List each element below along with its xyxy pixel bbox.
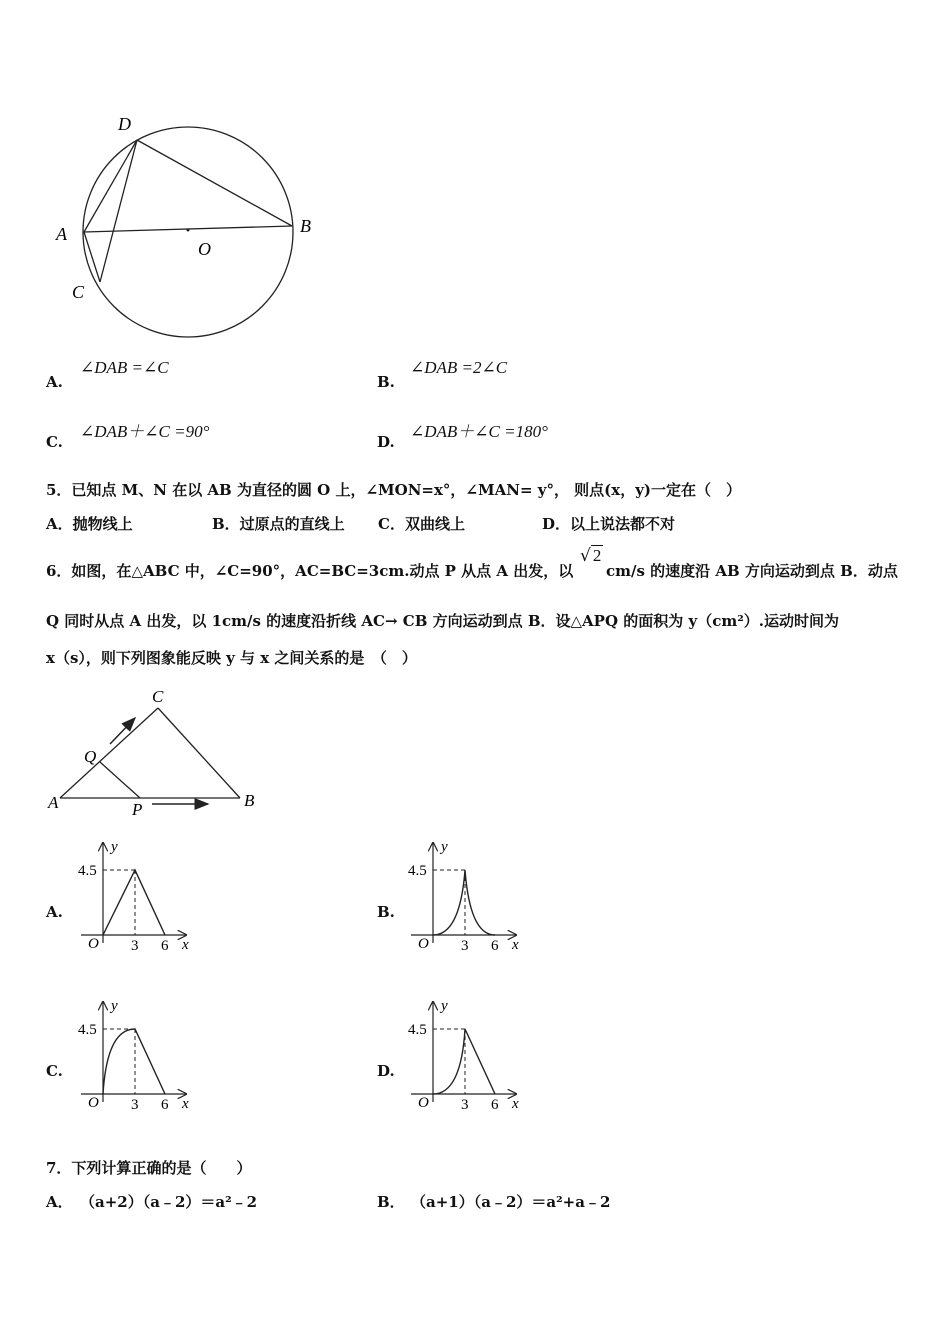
q5-stem: 5．已知点 M、N 在以 AB 为直径的圆 O 上，∠MON=x°，∠MAN= y°， 则点(x，y)一定在（ ） <box>46 481 742 499</box>
option-label: C. <box>46 433 63 451</box>
option-formula: ∠DAB =2∠C <box>410 358 508 377</box>
x-axis-label: x <box>182 937 189 953</box>
label-c: C <box>72 282 85 302</box>
tick-label-6: 6 <box>491 938 499 954</box>
y-axis-label: y <box>441 998 448 1014</box>
label-a: A <box>56 224 67 244</box>
q5-option-d[interactable]: D．以上说法都不对 <box>542 515 676 533</box>
option-label: A． <box>46 1193 73 1211</box>
tick-label-3: 3 <box>131 1097 139 1113</box>
label-b: B <box>300 216 311 236</box>
label-d: D <box>118 114 131 134</box>
y-axis-label: y <box>111 998 118 1014</box>
option-label: A. <box>46 373 63 391</box>
side-cb <box>158 708 240 798</box>
graph-curve <box>103 870 165 935</box>
option-label: B. <box>377 373 395 391</box>
sqrt-radicand: 2 <box>592 546 602 565</box>
origin-label: O <box>88 936 99 952</box>
option-label: B． <box>377 1193 405 1211</box>
origin-label: O <box>418 936 429 952</box>
option-label: D. <box>377 433 395 451</box>
graph-curve <box>433 870 495 935</box>
y-axis-label: y <box>441 839 448 855</box>
origin-label: O <box>88 1095 99 1111</box>
center-dot <box>187 229 190 232</box>
ymax-label: 4.5 <box>408 1022 427 1038</box>
label-q: Q <box>84 747 97 766</box>
graph-b[interactable] <box>400 835 530 955</box>
option-text: （a+2）（a﹣2）＝a²﹣2 <box>80 1193 258 1211</box>
chord-dc <box>100 140 137 282</box>
q5-option-c[interactable]: C．双曲线上 <box>378 515 465 533</box>
y-axis-label: y <box>111 839 118 855</box>
graph-option-c-label[interactable]: C. <box>46 1062 63 1080</box>
graph-c[interactable] <box>70 994 200 1114</box>
q6-line1-a: 6．如图，在△ABC 中，∠C=90°，AC=BC=3cm.动点 P 从点 A 出发，以 <box>46 562 574 580</box>
origin-label: O <box>418 1095 429 1111</box>
label-a: A <box>48 793 59 812</box>
tick-label-3: 3 <box>461 1097 469 1113</box>
option-formula: ∠DAB＋∠C =90° <box>80 422 210 441</box>
graph-curve <box>103 1029 165 1094</box>
option-formula: ∠DAB＋∠C =180° <box>410 422 548 441</box>
side-ac <box>60 708 158 798</box>
q5-option-b[interactable]: B．过原点的直线上 <box>212 515 345 533</box>
graph-option-d-label[interactable]: D. <box>377 1062 395 1080</box>
tick-label-6: 6 <box>491 1097 499 1113</box>
chord-db <box>137 140 292 226</box>
q5-option-a[interactable]: A．抛物线上 <box>46 515 133 533</box>
q6-line1-b: cm/s 的速度沿 AB 方向运动到点 B．动点 <box>606 562 898 580</box>
q6-line3: x（s），则下列图象能反映 y 与 x 之间关系的是 （ ） <box>46 649 417 667</box>
q6-line2: Q 同时从点 A 出发，以 1cm/s 的速度沿折线 AC→ CB 方向运动到点 B．设△APQ 的面积为 y（cm²）.运动时间为 <box>46 612 839 630</box>
sqrt-sign: √ 2 <box>580 546 602 566</box>
triangle-figure <box>40 680 270 820</box>
tick-label-3: 3 <box>131 938 139 954</box>
option-text: （a+1）（a﹣2）＝a²+a﹣2 <box>411 1193 611 1211</box>
ymax-label: 4.5 <box>408 863 427 879</box>
x-axis-label: x <box>512 937 519 953</box>
ymax-label: 4.5 <box>78 863 97 879</box>
label-b: B <box>244 791 255 810</box>
graph-a[interactable] <box>70 835 200 955</box>
graph-option-b-label[interactable]: B. <box>377 903 395 921</box>
x-axis-label: x <box>512 1096 519 1112</box>
chord-da <box>84 140 137 232</box>
graph-option-a-label[interactable]: A. <box>46 903 63 921</box>
label-p: P <box>132 800 143 819</box>
tick-label-6: 6 <box>161 938 169 954</box>
option-formula: ∠DAB =∠C <box>80 358 169 377</box>
tick-label-3: 3 <box>461 938 469 954</box>
circle-o <box>83 127 293 337</box>
circle-figure <box>50 110 330 345</box>
label-o: O <box>198 239 211 259</box>
x-axis-label: x <box>182 1096 189 1112</box>
graph-curve <box>433 1029 495 1094</box>
tick-label-6: 6 <box>161 1097 169 1113</box>
ymax-label: 4.5 <box>78 1022 97 1038</box>
q7-stem: 7．下列计算正确的是（ ） <box>46 1159 252 1177</box>
graph-d[interactable] <box>400 994 530 1114</box>
label-c: C <box>152 687 164 706</box>
segment-qp <box>100 762 140 798</box>
